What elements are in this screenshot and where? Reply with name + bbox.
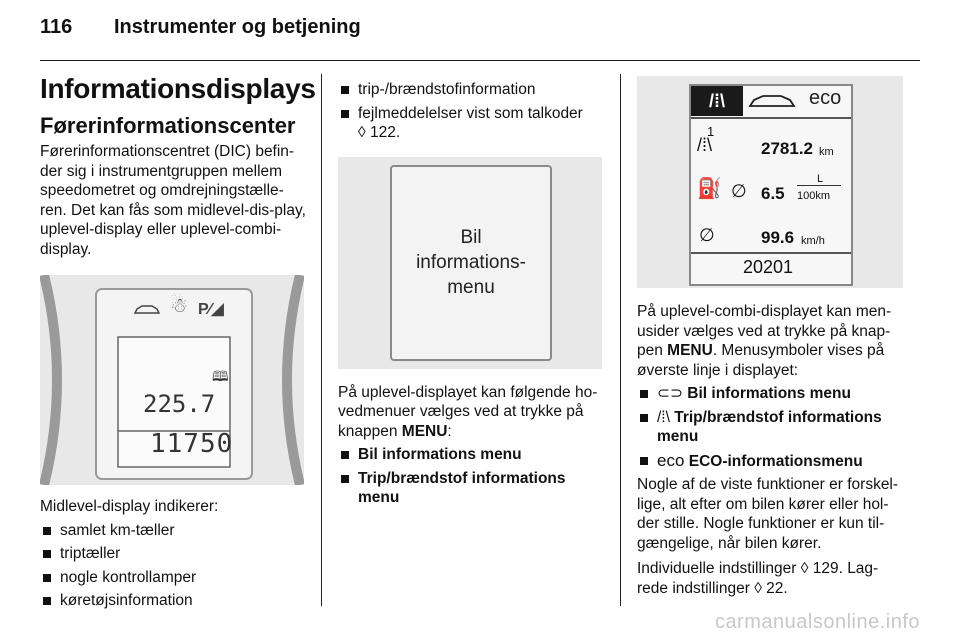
car-icon: ⊂⊃ xyxy=(657,385,683,402)
combi-display-image xyxy=(637,76,903,288)
eco-icon: eco xyxy=(657,450,685,470)
trip-value: 2781.2 xyxy=(761,139,813,158)
trip-value: 11750 xyxy=(150,429,234,459)
trip-number: 1 xyxy=(707,124,715,139)
menu-box-line: Bil xyxy=(460,227,482,248)
combi-paragraph: På uplevel-combi-displayet kan men-usider vælges ved at trykke på knap-pen MENU. Menusymboler vises på øverste linje i displayet: xyxy=(637,303,892,379)
page-ref: 129 xyxy=(812,560,839,577)
ref-arrow-icon: ◊ xyxy=(754,579,762,597)
average-icon: ∅ xyxy=(731,181,747,201)
column-2 xyxy=(338,80,604,508)
trip-fuel-icon: /⁞\ xyxy=(657,408,670,426)
list-item: /⁞\ Trip/brændstof informations menu xyxy=(637,408,903,447)
odometer: 20201 xyxy=(743,257,794,277)
trip-unit: km xyxy=(819,146,834,158)
paragraph: Nogle af de viste funktioner er forskel-lige, alt efter om bilen kører eller hol-der stille. Nogle funktioner er kun til-gængelige, når bilen kører. xyxy=(637,476,899,552)
page-number: 116 xyxy=(40,16,73,38)
list-item: ⊂⊃ Bil informations menu xyxy=(637,384,903,404)
column-1 xyxy=(40,72,316,611)
car-icon xyxy=(747,92,797,112)
intro-paragraph: Førerinformationscentret (DIC) befin-der sig i instrumentgruppen mellem speedometret og omdrejningstælle-ren. Det kan fås som midlevel-dis-play, uplevel-display eller uplevel-combi-display. xyxy=(40,143,306,258)
uplevel-display-image xyxy=(338,157,602,369)
fuel-unit-bottom: 100km xyxy=(797,190,831,202)
fuel-unit-top: L xyxy=(817,173,824,185)
list-item: nogle kontrollamper xyxy=(40,568,306,588)
header-rule xyxy=(40,60,920,61)
column-3 xyxy=(637,76,903,598)
page-header xyxy=(40,16,361,39)
person-airbag-icon: ☃ xyxy=(170,295,188,317)
settings-paragraph: Individuelle indstillinger ◊ 129. Lag-rede indstillinger ◊ 22. xyxy=(637,560,879,597)
menu-button-label: MENU xyxy=(401,422,448,440)
menu-box-line: menu xyxy=(447,277,495,298)
header-title: Instrumenter og betjening xyxy=(114,16,361,38)
fuel-pump-icon: ⛽ xyxy=(697,178,722,200)
car-icon xyxy=(133,303,161,317)
menu-box-line: informations- xyxy=(416,252,526,273)
book-icon: 🕮 xyxy=(212,368,229,384)
ref-arrow-icon: ◊ xyxy=(358,124,366,141)
watermark: carmanualsonline.info xyxy=(714,611,920,633)
section-heading: Informationsdisplays xyxy=(40,73,316,104)
menu-box xyxy=(390,165,552,361)
uplevel-paragraph: På uplevel-displayet kan følgende ho-vedmenuer vælges ved at trykke på knappen MENU: xyxy=(338,383,598,440)
menu-button-label: MENU xyxy=(667,342,713,359)
fuel-value: 6.5 xyxy=(761,184,785,203)
list-item: Trip/brændstof informations menu xyxy=(338,469,604,508)
list-item: køretøjsinformation xyxy=(40,591,306,611)
column-divider xyxy=(321,74,322,606)
combi-screen xyxy=(689,84,853,286)
eco-tab-label: eco xyxy=(809,87,842,109)
list-intro: Midlevel-display indikerer: xyxy=(40,498,219,515)
list-item: fejlmeddelelser vist som talkoder ◊ 122. xyxy=(338,104,604,143)
list-item: samlet km-tæller xyxy=(40,521,306,541)
list-item: triptæller xyxy=(40,544,306,564)
speed-value: 99.6 xyxy=(761,228,795,247)
midlevel-display-image xyxy=(40,275,304,485)
ref-arrow-icon: ◊ xyxy=(800,560,809,577)
list-item: eco ECO-informationsmenu xyxy=(637,451,903,472)
trip-icon: /⁞\ xyxy=(697,135,713,155)
parking-icon: P⁄◢ xyxy=(198,301,224,318)
list-item: trip-/brændstofinformation xyxy=(338,80,604,100)
odometer-value: 225.7 xyxy=(143,390,216,418)
trip-fuel-tab-icon: /⁞\ xyxy=(691,86,743,116)
speed-unit: km/h xyxy=(801,235,825,247)
column-divider xyxy=(620,74,621,606)
subsection-heading: Førerinformationscenter xyxy=(40,113,296,138)
list-item: Bil informations menu xyxy=(338,445,604,465)
page-ref: 122. xyxy=(369,124,401,141)
page-ref: 22 xyxy=(766,579,784,597)
average-icon: ∅ xyxy=(699,225,715,245)
